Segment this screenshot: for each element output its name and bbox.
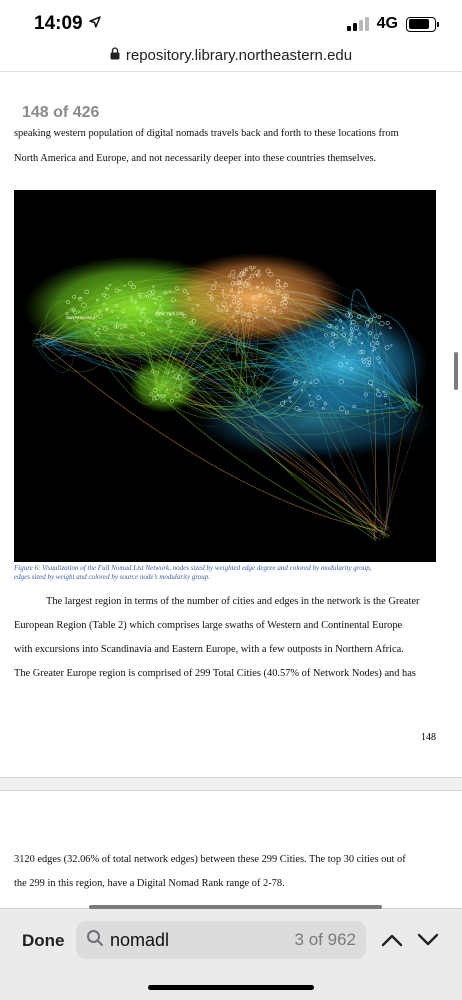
page-text-line: 3120 edges (32.06% of total network edges) between these 299 Cities. The top 30 cities out of (14, 854, 406, 865)
find-input[interactable] (110, 930, 289, 951)
network-figure (14, 190, 436, 562)
location-arrow-icon (89, 15, 101, 33)
page-counter: 148 of 426 (22, 104, 100, 121)
page-number: 148 (421, 732, 436, 743)
map-label: San Francisco (66, 315, 95, 320)
status-time-group (34, 13, 101, 35)
url-text[interactable]: repository.library.northeastern.edu (125, 47, 353, 64)
cellular-signal-icon (347, 17, 369, 31)
pdf-viewer[interactable] (0, 72, 462, 912)
chevron-down-icon (417, 933, 439, 950)
network-type: 4G (376, 15, 398, 32)
green-cluster-glow (129, 357, 199, 413)
chevron-up-icon (381, 933, 403, 950)
blue-cluster-glow (194, 380, 434, 460)
find-in-page-bar (0, 908, 462, 1000)
page-text-line: The largest region in terms of the number of cities and edges in the network is the Greater (46, 596, 420, 607)
next-match-button[interactable] (414, 927, 442, 955)
battery-icon (406, 17, 436, 32)
find-search-field[interactable] (76, 921, 366, 959)
figure-caption: Figure 6: Visualization of the Full Nomad List Network, nodes sized by weighted edge degree and colored by modularity group, (14, 564, 372, 572)
page-text-line: the 299 in this region, have a Digital Nomad Rank range of 2-78. (14, 878, 285, 889)
find-bar-handle[interactable] (89, 905, 382, 909)
figure-caption: edges sized by weight and colored by source node’s modularity group. (14, 573, 211, 581)
search-icon (86, 929, 104, 952)
page-text-line: The Greater Europe region is comprised of 299 Total Cities (40.57% of Network Nodes) and has (14, 668, 416, 679)
home-indicator[interactable] (148, 985, 314, 990)
page-divider (0, 777, 462, 791)
done-button[interactable]: Done (22, 931, 65, 950)
status-time: 14:09 (34, 13, 83, 34)
status-indicators (347, 15, 436, 33)
url-bar[interactable] (0, 40, 462, 72)
scrollbar-thumb[interactable] (454, 352, 458, 390)
map-label: New York City (156, 311, 185, 316)
previous-match-button[interactable] (378, 927, 406, 955)
lock-icon (110, 47, 120, 65)
match-count: 3 of 962 (294, 930, 356, 949)
network-visualization (14, 190, 436, 562)
page-text-line: with excursions into Scandinavia and Eastern Europe, with a few outposts in Northern Africa. (14, 644, 404, 655)
page-text-line: speaking western population of digital nomads travels back and forth to these locations from (14, 128, 399, 139)
page-text-line: European Region (Table 2) which comprises large swaths of Western and Continental Europe (14, 620, 403, 631)
page-text-line: North America and Europe, and not necessarily deeper into these countries themselves. (14, 153, 377, 164)
